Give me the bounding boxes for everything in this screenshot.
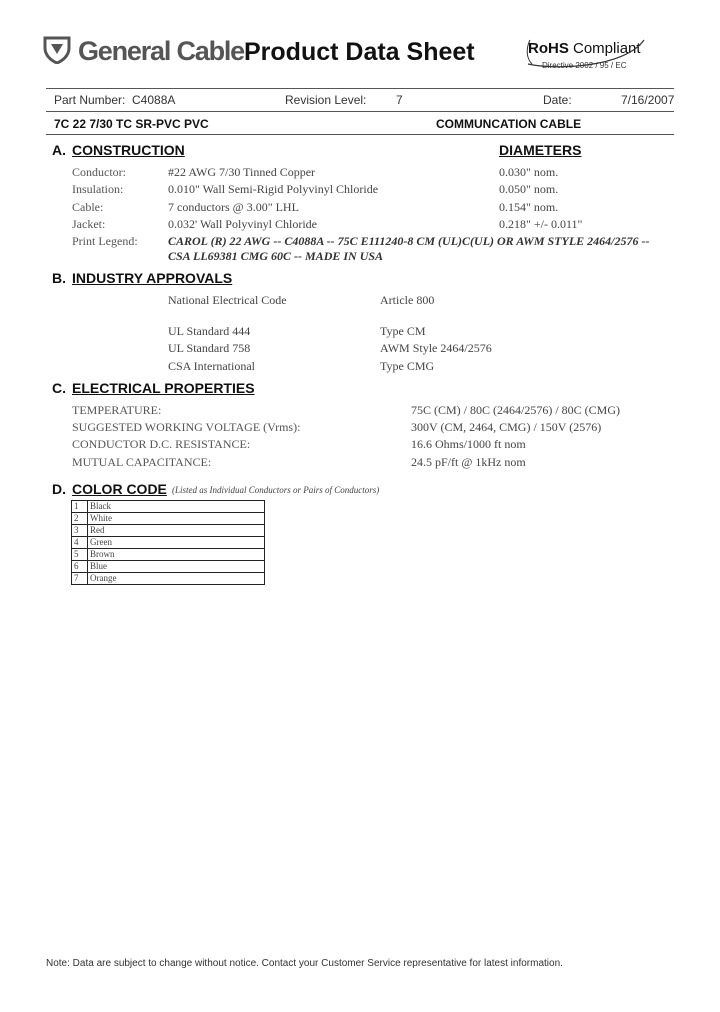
table-row [72,501,265,513]
rohs-text: RoHS Compliant [528,40,641,57]
conductor-color: Green [88,537,265,549]
section-construction-title: CONSTRUCTION [72,142,185,158]
table-row [72,549,265,561]
conductor-color: Black [88,501,265,513]
section-d-letter: D. [52,481,66,497]
color-code-note: (Listed as Individual Conductors or Pairs of Conductors) [172,485,380,495]
divider [46,88,674,89]
table-row [72,573,265,585]
approval-value: Type CMG [380,359,435,373]
approval-value: Type CM [380,324,426,338]
page-title: Product Data Sheet [244,38,475,66]
section-color-code-title: COLOR CODE [72,481,167,497]
table-row [72,525,265,537]
approval-value: Article 800 [380,293,435,307]
construction-value: #22 AWG 7/30 Tinned Copper [168,165,316,179]
print-legend-line-2: CSA LL69381 CMG 60C -- MADE IN USA [168,249,384,263]
electrical-property-name: SUGGESTED WORKING VOLTAGE (Vrms): [72,420,301,434]
approval-name: National Electrical Code [168,293,287,307]
rohs-directive: Directive 2002 / 95 / EC [542,61,627,70]
conductor-number: 4 [72,537,88,549]
general-cable-logo-icon [42,34,72,69]
conductor-number: 6 [72,561,88,573]
construction-label: Cable: [72,200,104,214]
conductor-color: Orange [88,573,265,585]
electrical-property-name: CONDUCTOR D.C. RESISTANCE: [72,437,251,451]
company-logo [42,34,244,69]
section-approvals-title: INDUSTRY APPROVALS [72,270,233,286]
conductor-number: 7 [72,573,88,585]
conductor-number: 1 [72,501,88,513]
company-name: General Cable [78,36,244,66]
print-legend-label: Print Legend: [72,234,138,248]
color-code-table [71,500,265,585]
section-c-letter: C. [52,380,66,396]
rohs-badge [528,40,641,70]
electrical-property-value: 75C (CM) / 80C (2464/2576) / 80C (CMG) [411,403,621,417]
date-value: 7/16/2007 [621,93,675,107]
section-electrical-title: ELECTRICAL PROPERTIES [72,380,255,396]
diameter-value: 0.030" nom. [499,165,559,179]
diameter-value: 0.218" +/- 0.011" [499,217,583,231]
conductor-color: Red [88,525,265,537]
diameter-value: 0.050" nom. [499,182,559,196]
conductor-color: White [88,513,265,525]
approval-name: CSA International [168,359,255,373]
electrical-property-value: 300V (CM, 2464, CMG) / 150V (2576) [411,420,602,434]
product-category: COMMUNCATION CABLE [436,117,582,131]
construction-label: Jacket: [72,217,106,231]
conductor-color: Brown [88,549,265,561]
diameter-value: 0.154" nom. [499,200,559,214]
product-description: 7C 22 7/30 TC SR-PVC PVC [54,117,209,131]
table-row [72,537,265,549]
approval-value: AWM Style 2464/2576 [380,341,492,355]
conductor-color: Blue [88,561,265,573]
approval-name: UL Standard 758 [168,341,251,355]
revision-value: 7 [396,93,403,107]
divider [46,111,674,112]
print-legend-line-1: CAROL (R) 22 AWG -- C4088A -- 75C E111240-8 CM (UL)C(UL) OR AWM STYLE 2464/2576 -- [168,234,650,248]
section-a-letter: A. [52,142,66,158]
construction-label: Insulation: [72,182,124,196]
construction-value: 0.032' Wall Polyvinyl Chloride [168,217,317,231]
footer-note: Note: Data are subject to change without notice. Contact your Customer Service representative for latest information. [46,958,563,969]
electrical-property-name: TEMPERATURE: [72,403,162,417]
electrical-property-value: 24.5 pF/ft @ 1kHz nom [411,455,526,469]
construction-value: 7 conductors @ 3.00" LHL [168,200,299,214]
electrical-property-value: 16.6 Ohms/1000 ft nom [411,437,526,451]
electrical-property-name: MUTUAL CAPACITANCE: [72,455,212,469]
conductor-number: 3 [72,525,88,537]
part-number-value: C4088A [132,93,176,107]
conductor-number: 5 [72,549,88,561]
approval-name: UL Standard 444 [168,324,251,338]
conductor-number: 2 [72,513,88,525]
divider [46,134,674,135]
revision-label: Revision Level: [285,93,367,107]
construction-value: 0.010" Wall Semi-Rigid Polyvinyl Chloride [168,182,379,196]
part-number-label: Part Number: [54,93,126,107]
section-b-letter: B. [52,270,66,286]
table-row [72,513,265,525]
table-row [72,561,265,573]
construction-label: Conductor: [72,165,126,179]
date-label: Date: [543,93,572,107]
section-diameters-title: DIAMETERS [499,142,582,158]
